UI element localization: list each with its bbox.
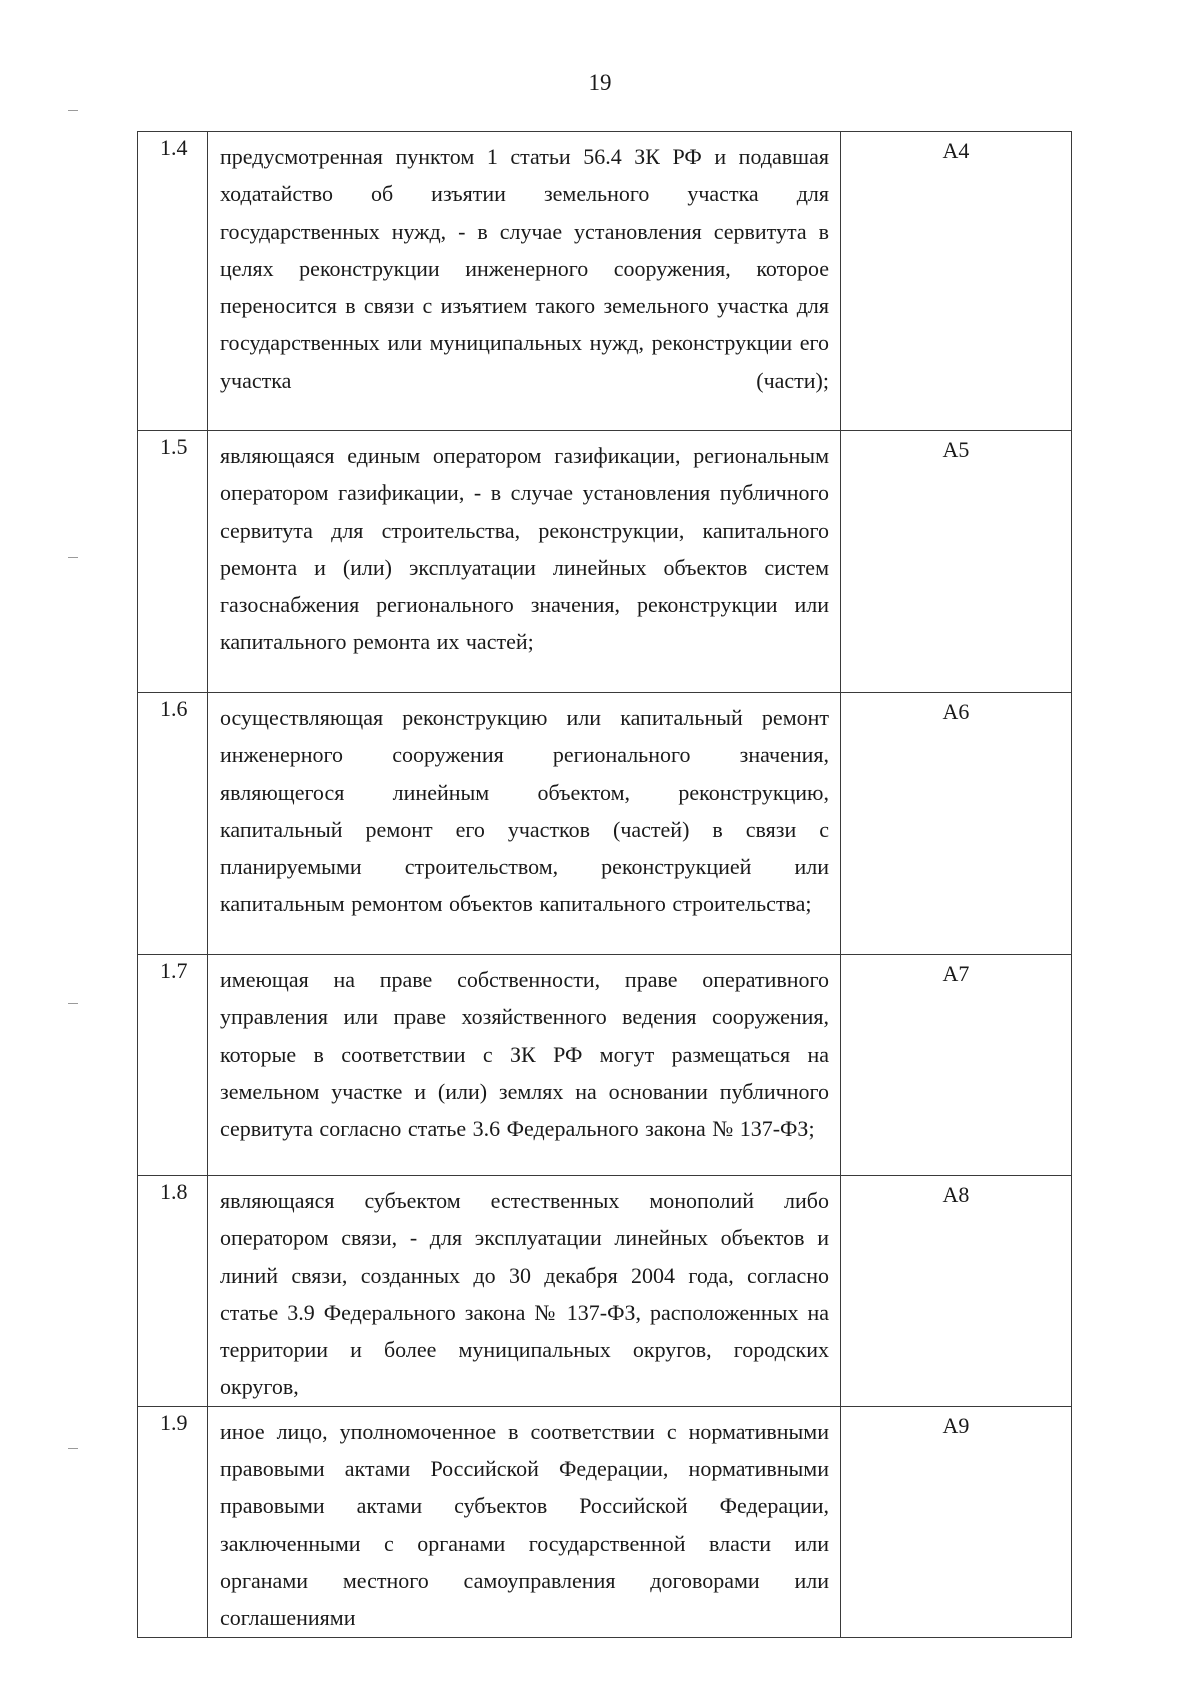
row-text-cell <box>208 955 841 1176</box>
row-text: являющаяся единым оператором газификации, региональным оператором газификации, - в случае установления публичного сервитута для строительства, реконструкции, капитального ремонта и (или) эксплуатации линейных объектов систем газоснабжения регионального значения, реконструкции или капитального ремонта их частей; <box>220 443 829 655</box>
row-code: А5 <box>841 431 1072 693</box>
row-text-cell <box>208 132 841 431</box>
row-number: 1.6 <box>138 693 208 955</box>
content-table <box>137 131 1072 1638</box>
row-text: имеющая на праве собственности, праве оперативного управления или праве хозяйственного ведения сооружения, которые в соответствии с ЗК РФ могут размещаться на земельном участке и (или) землях на основании публичного сервитута согласно статье 3.6 Федерального закона № 137-ФЗ; <box>220 967 829 1142</box>
margin-tick <box>68 557 78 558</box>
margin-tick <box>68 110 78 111</box>
row-text: предусмотренная пунктом 1 статьи 56.4 ЗК РФ и подавшая ходатайство об изъятии земельного участка для государственных нужд, - в случае установления сервитута в целях реконструкции инженерного сооружения, которое переносится в связи с изъятием такого земельного участка для государственных или муниципальных нужд, реконструкции его участка (части); <box>220 144 829 393</box>
row-number: 1.9 <box>138 1406 208 1637</box>
table-row <box>138 431 1072 693</box>
row-number: 1.8 <box>138 1176 208 1407</box>
row-text-cell <box>208 1176 841 1407</box>
row-text-cell <box>208 1406 841 1637</box>
table-row <box>138 1406 1072 1637</box>
row-text: осуществляющая реконструкцию или капитальный ремонт инженерного сооружения регионального значения, являющегося линейным объектом, реконструкцию, капитальный ремонт его участков (частей) в связи с планируемыми строительством, реконструкцией или капитальным ремонтом объектов капитального строительства; <box>220 705 829 917</box>
row-number: 1.7 <box>138 955 208 1176</box>
row-text-cell <box>208 693 841 955</box>
row-text: иное лицо, уполномоченное в соответствии с нормативными правовыми актами Российской Федерации, нормативными правовыми актами субъектов Российской Федерации, заключенными с органами государственной власти или органами местного самоуправления договорами или соглашениями <box>220 1418 829 1631</box>
row-code: А8 <box>841 1176 1072 1407</box>
row-number: 1.4 <box>138 132 208 431</box>
row-text-cell <box>208 431 841 693</box>
row-number: 1.5 <box>138 431 208 693</box>
table-row <box>138 1176 1072 1407</box>
row-text: являющаяся субъектом естественных монополий либо оператором связи, - для эксплуатации линейных объектов и линий связи, созданных до 30 декабря 2004 года, согласно статье 3.9 Федерального закона № 137-ФЗ, расположенных на территории и более муниципальных округов, городских округов, <box>220 1188 829 1400</box>
margin-tick <box>68 1003 78 1004</box>
row-code: А6 <box>841 693 1072 955</box>
margin-tick <box>68 1448 78 1449</box>
row-code: А4 <box>841 132 1072 431</box>
table-row <box>138 132 1072 431</box>
table-row <box>138 955 1072 1176</box>
row-code: А9 <box>841 1406 1072 1637</box>
page-number: 19 <box>588 70 612 95</box>
table-row <box>138 693 1072 955</box>
row-code: А7 <box>841 955 1072 1176</box>
